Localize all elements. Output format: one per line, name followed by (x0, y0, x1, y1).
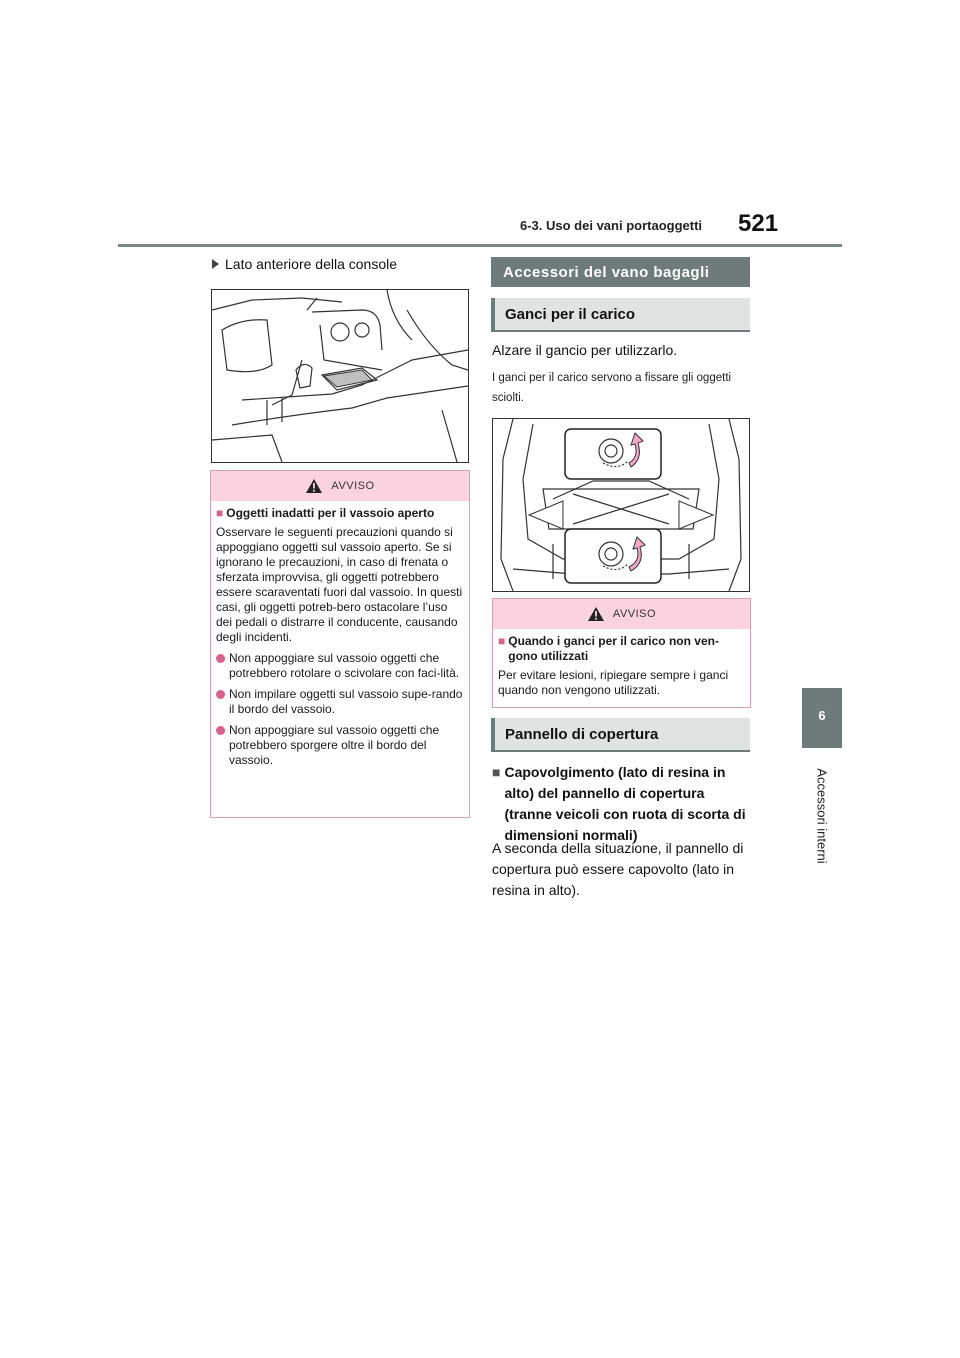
bullet-dot-icon (216, 654, 225, 663)
console-drawing (212, 290, 468, 462)
warning-box-hooks (492, 598, 751, 708)
warning-bullet (216, 651, 464, 681)
square-bullet-icon: ■ (498, 634, 506, 648)
chapter-label: Accessori interni (814, 768, 830, 864)
section-title: 6-3. Uso dei vani portaoggetti (520, 218, 703, 233)
body-paragraph: A seconda della situazione, il pannello di copertura può essere capovolto (lato in resina in alto). (492, 840, 744, 898)
warning-bullet-text: Non impilare oggetti sul vassoio supe-rando il bordo del vassoio. (229, 687, 463, 716)
bullet-dot-icon (216, 690, 225, 699)
warning-label: AVVISO (331, 480, 375, 492)
warning-label: AVVISO (612, 608, 657, 620)
warning-triangle-icon (587, 606, 605, 622)
bullet-dot-icon (216, 726, 225, 735)
body-paragraph-small: I ganci per il carico servono a fissare gli oggetti sciolti. (492, 372, 732, 404)
warning-paragraph: Osservare le seguenti precauzioni quando si appoggiano oggetti sul vassoio aperto. Se si ignorano le precauzioni, in caso di frenata o sferzata improvvisa, gli oggetti potrebbero essere scaraventati fuori dal vassoio. In questi casi, gli oggetti potreb-bero ostacolare l’uso dei pedali o distrarre il conducente, causando degli incidenti. (216, 525, 463, 644)
warning-bullet-text: Non appoggiare sul vassoio oggetti che potrebbero sporgere oltre il bordo del vassoio. (229, 723, 440, 767)
warning-bullet (216, 723, 464, 768)
warning-paragraph: Per evitare lesioni, ripiegare sempre i ganci quando non vengono utilizzati. (498, 668, 729, 697)
topic-heading-text: Capovolgimento (lato di resina in alto) del pannello di copertura (tranne veicoli con ruota di scorta di dimensioni normali) (504, 764, 746, 843)
chapter-tab[interactable]: 6 (802, 688, 842, 748)
console-illustration (211, 289, 469, 463)
warning-triangle-icon (305, 478, 323, 494)
topic-heading (492, 762, 750, 846)
warning-bullet-text: Non appoggiare sul vassoio oggetti che potrebbero rotolare o scivolare con faci-lità. (229, 651, 460, 680)
warning-title: Quando i ganci per il carico non ven-gono utilizzati (508, 634, 719, 663)
subheading-text: Lato anteriore della console (225, 256, 398, 272)
square-bullet-icon: ■ (216, 506, 224, 520)
cargo-hooks-illustration (492, 418, 750, 592)
warning-title: Oggetti inadatti per il vassoio aperto (226, 506, 435, 520)
header-rule (118, 244, 842, 247)
subsection-heading: Ganci per il carico (491, 298, 750, 332)
warning-header (493, 599, 750, 629)
section-heading: Accessori del vano bagagli (491, 257, 750, 287)
subsection-heading: Pannello di copertura (491, 718, 750, 752)
square-bullet-icon: ■ (492, 764, 501, 780)
cargo-drawing (493, 419, 749, 591)
warning-header (211, 471, 469, 501)
triangle-bullet-icon (212, 259, 219, 269)
warning-box-tray (210, 470, 470, 818)
subheading (212, 256, 397, 272)
body-paragraph: Alzare il gancio per utilizzarlo. (492, 342, 678, 358)
warning-bullet (216, 687, 464, 717)
page-number: 521 (738, 210, 779, 237)
